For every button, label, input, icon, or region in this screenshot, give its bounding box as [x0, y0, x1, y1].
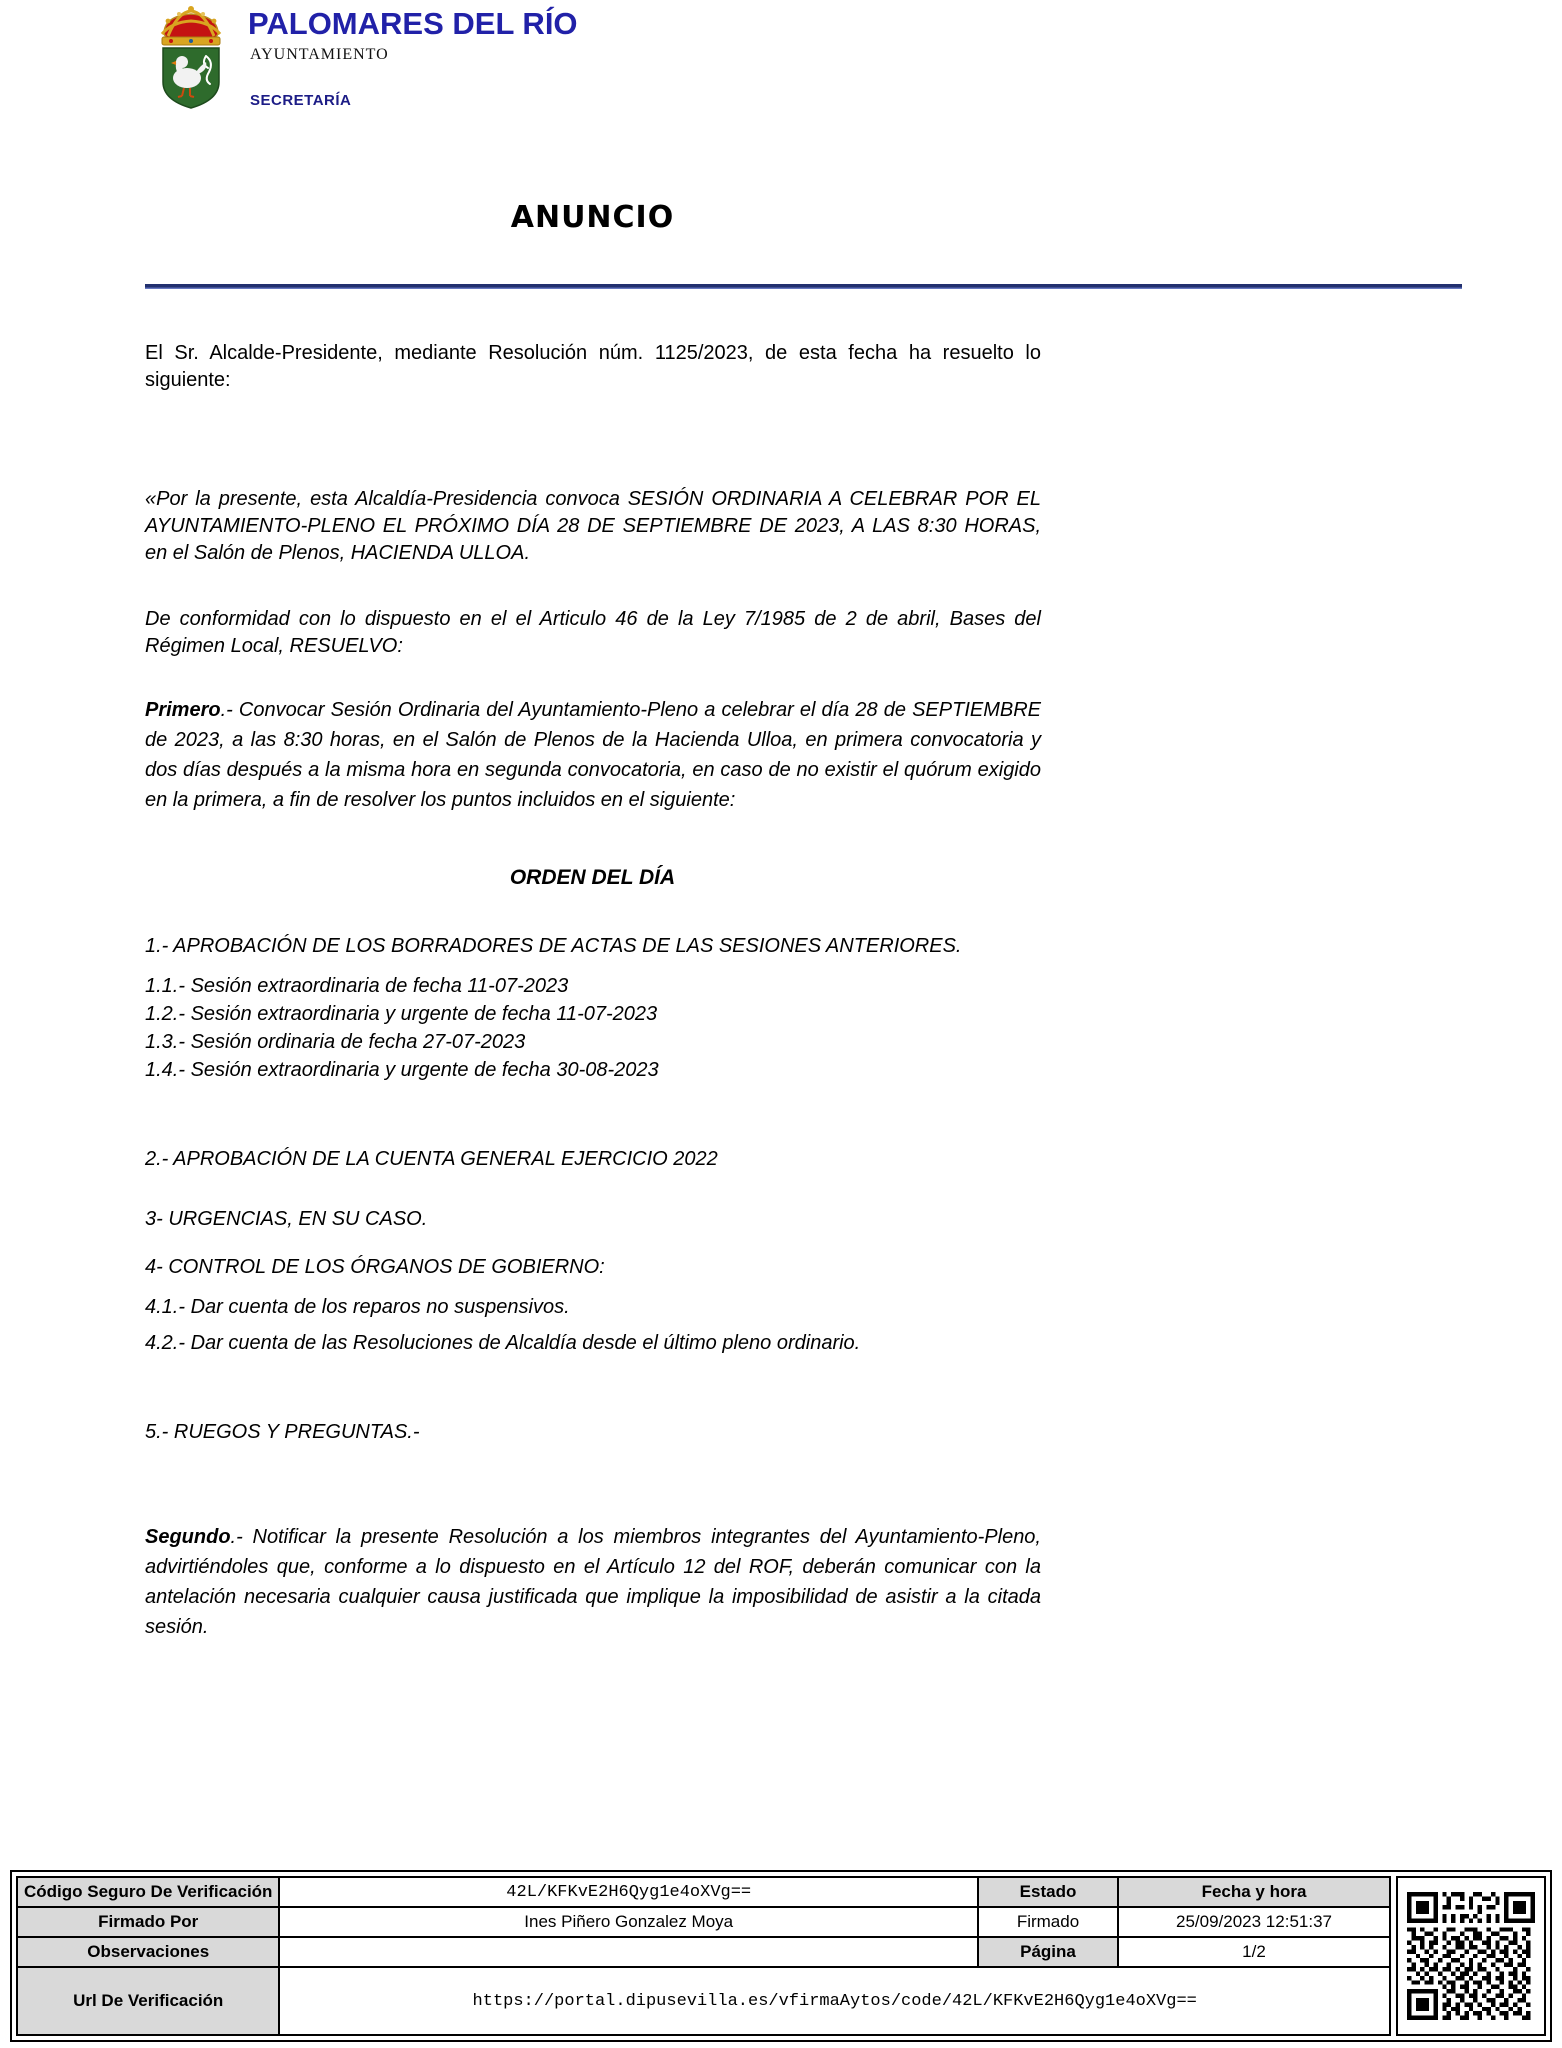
- organization-label: AYUNTAMIENTO: [250, 46, 389, 63]
- header-text: [248, 4, 668, 110]
- signature-verification-block: [10, 1870, 1552, 2042]
- convocatoria-paragraph: «Por la presente, esta Alcaldía-Presidencia convoca SESIÓN ORDINARIA A CELEBRAR POR EL AYUNTAMIENTO-PLENO EL PRÓXIMO DÍA 28 DE SEPTIEMBRE DE 2023, A LAS 8:30 HORAS, en el Salón de Plenos, HACIENDA ULLOA.: [145, 488, 1041, 564]
- orden-del-dia-title: ORDEN DEL DÍA: [509, 866, 676, 889]
- page-title: ANUNCIO: [510, 200, 675, 235]
- orden-item-4: 4- CONTROL DE LOS ÓRGANOS DE GOBIERNO:: [145, 1256, 605, 1278]
- title-divider: [145, 284, 1462, 289]
- qr-code-container: [1396, 1876, 1546, 2036]
- qr-code-icon: [1407, 1892, 1535, 2020]
- orden-item-1-1: 1.1.- Sesión extraordinaria de fecha 11-07-2023: [145, 975, 569, 997]
- segundo-paragraph: [145, 1522, 1041, 1642]
- department-label: SECRETARÍA: [250, 92, 352, 109]
- pagina-label: Página: [978, 1937, 1118, 1967]
- segundo-text: .- Notificar la presente Resolución a los miembros integrantes del Ayuntamiento-Pleno, advirtiéndoles que, conforme a lo dispuesto en el Artículo 12 del ROF, deberán comunicar con la antelación necesaria cualquier causa justificada que implique la imposibilidad de asistir a la citada sesión.: [145, 1526, 1041, 1638]
- pagina-value: 1/2: [1118, 1937, 1390, 1967]
- estado-value: Firmado: [978, 1907, 1118, 1937]
- orden-item-1-3: 1.3.- Sesión ordinaria de fecha 27-07-2023: [145, 1031, 526, 1053]
- primero-label: Primero: [145, 699, 221, 721]
- verification-table: [16, 1876, 1391, 2036]
- intro-paragraph: El Sr. Alcalde-Presidente, mediante Resolución núm. 1125/2023, de esta fecha ha resuelto lo siguiente:: [145, 342, 1041, 391]
- conformidad-paragraph: De conformidad con lo dispuesto en el el Articulo 46 de la Ley 7/1985 de 2 de abril, Bases del Régimen Local, RESUELVO:: [145, 608, 1041, 657]
- fecha-value: 25/09/2023 12:51:37: [1118, 1907, 1390, 1937]
- firmado-por-value: Ines Piñero Gonzalez Moya: [279, 1907, 978, 1937]
- estado-label: Estado: [978, 1877, 1118, 1907]
- observaciones-value: [279, 1937, 978, 1967]
- orden-item-1-2: 1.2.- Sesión extraordinaria y urgente de fecha 11-07-2023: [145, 1003, 658, 1025]
- csv-label: Código Seguro De Verificación: [17, 1877, 279, 1907]
- municipality-name: PALOMARES DEL RÍO: [248, 6, 578, 41]
- orden-item-2: 2.- APROBACIÓN DE LA CUENTA GENERAL EJERCICIO 2022: [145, 1148, 718, 1170]
- orden-item-4-2: 4.2.- Dar cuenta de las Resoluciones de Alcaldía desde el último pleno ordinario.: [145, 1332, 861, 1354]
- fecha-label: Fecha y hora: [1118, 1877, 1390, 1907]
- orden-item-4-1: 4.1.- Dar cuenta de los reparos no suspensivos.: [145, 1296, 570, 1318]
- orden-item-1: 1.- APROBACIÓN DE LOS BORRADORES DE ACTAS DE LAS SESIONES ANTERIORES.: [145, 935, 962, 957]
- municipal-crest-icon: [148, 4, 234, 110]
- firmado-por-label: Firmado Por: [17, 1907, 279, 1937]
- orden-item-5: 5.- RUEGOS Y PREGUNTAS.-: [145, 1421, 420, 1443]
- url-verificacion-label: Url De Verificación: [17, 1967, 279, 2035]
- document-header: [148, 4, 668, 110]
- observaciones-label: Observaciones: [17, 1937, 279, 1967]
- primero-text: .- Convocar Sesión Ordinaria del Ayuntamiento-Pleno a celebrar el día 28 de SEPTIEMBRE de 2023, a las 8:30 horas, en el Salón de Plenos de la Hacienda Ulloa, en primera convocatoria y dos días después a la misma hora en segunda convocatoria, en caso de no existir el quórum exigido en la primera, a fin de resolver los puntos incluidos en el siguiente:: [145, 699, 1041, 811]
- csv-value: 42L/KFKvE2H6Qyg1e4oXVg==: [279, 1877, 978, 1907]
- url-verificacion-value: https://portal.dipusevilla.es/vfirmaAytos/code/42L/KFKvE2H6Qyg1e4oXVg==: [279, 1967, 1390, 2035]
- primero-paragraph: [145, 695, 1041, 815]
- orden-item-1-4: 1.4.- Sesión extraordinaria y urgente de fecha 30-08-2023: [145, 1059, 659, 1081]
- segundo-label: Segundo: [145, 1526, 231, 1548]
- orden-item-3: 3- URGENCIAS, EN SU CASO.: [145, 1208, 428, 1230]
